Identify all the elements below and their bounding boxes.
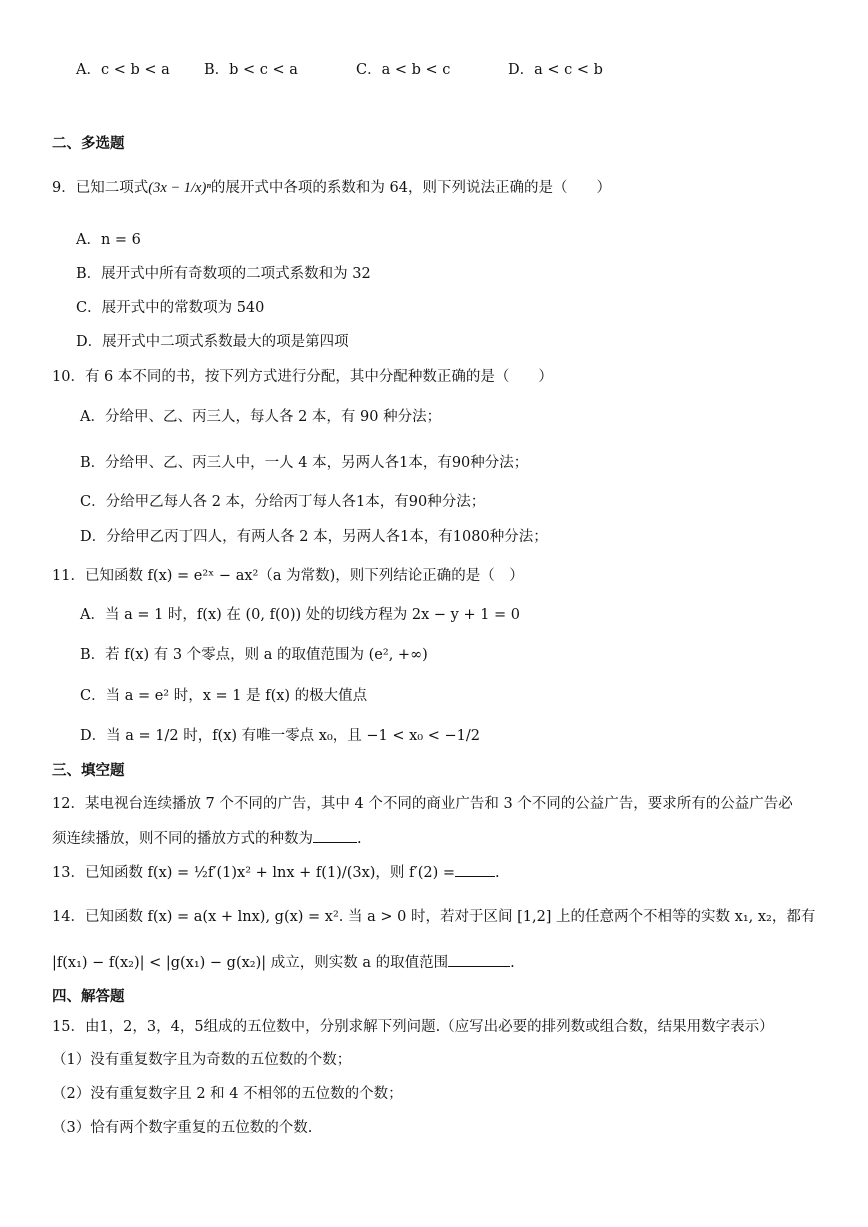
q8-option-b: B．b < c < a — [204, 62, 298, 78]
q10-stem: 10．有 6 本不同的书，按下列方式进行分配，其中分配种数正确的是（ ） — [52, 369, 553, 385]
q10-option-d: D．分给甲乙丙丁四人，有两人各 2 本，另两人各1本，有1080种分法； — [80, 529, 548, 545]
q10-option-a: A．分给甲、乙、丙三人，每人各 2 本，有 90 种分法； — [80, 409, 442, 425]
q8-option-d: D．a < c < b — [508, 62, 603, 78]
q15-part1: （1）没有重复数字且为奇数的五位数的个数； — [52, 1052, 352, 1068]
section-title-multi-choice: 二、多选题 — [52, 136, 125, 152]
q13-answer-blank[interactable] — [455, 862, 495, 877]
q11-stem: 11．已知函数 f(x) = e²ˣ − ax²（a 为常数)，则下列结论正确的是（ ） — [52, 568, 524, 584]
section-title-solutions: 四、解答题 — [52, 989, 125, 1005]
q9-option-c: C．展开式中的常数项为 540 — [76, 300, 265, 316]
q12-end: . — [357, 831, 362, 847]
q10-option-b: B．分给甲、乙、丙三人中，一人 4 本，另两人各1本，有90种分法； — [80, 455, 529, 471]
q8-option-c: C．a < b < c — [356, 62, 451, 78]
q14-line2-text: |f(x₁) − f(x₂)| < |g(x₁) − g(x₂)| 成立，则实数 a 的取值范围 — [52, 955, 449, 971]
q11-option-b: B．若 f(x) 有 3 个零点，则 a 的取值范围为 (e², +∞) — [80, 647, 428, 663]
section-title-fill-blank: 三、填空题 — [52, 763, 125, 779]
q13-stem: 13．已知函数 f(x) = ½f′(1)x² + lnx + f(1)/(3x)，则 f′(2) = — [52, 865, 455, 881]
q10-option-c: C．分给甲乙每人各 2 本，分给丙丁每人各1本，有90种分法； — [80, 494, 486, 510]
q12-line2 — [52, 828, 362, 849]
q9-option-a: A．n = 6 — [76, 232, 141, 248]
q13-end: . — [495, 865, 500, 881]
q9-option-d: D．展开式中二项式系数最大的项是第四项 — [76, 334, 349, 350]
q9-stem-expr: (3x − 1/x)ⁿ — [148, 180, 211, 196]
q15-part3: （3）恰有两个数字重复的五位数的个数. — [52, 1120, 313, 1136]
q15-part2: （2）没有重复数字且 2 和 4 不相邻的五位数的个数； — [52, 1086, 403, 1102]
q12-line1: 12．某电视台连续播放 7 个不同的广告，其中 4 个不同的商业广告和 3 个不同的公益广告，要求所有的公益广告必 — [52, 796, 793, 812]
q9-stem — [52, 178, 611, 198]
q11-option-c: C．当 a = e² 时，x = 1 是 f(x) 的极大值点 — [80, 688, 368, 704]
q12-line2-text: 须连续播放，则不同的播放方式的种数为 — [52, 831, 313, 847]
q9-stem-post: 的展开式中各项的系数和为 64，则下列说法正确的是（ ） — [210, 180, 611, 196]
q14-end: . — [510, 955, 515, 971]
q15-stem: 15．由1，2，3，4，5组成的五位数中，分别求解下列问题.（应写出必要的排列数或组合数，结果用数字表示） — [52, 1019, 774, 1035]
q12-answer-blank[interactable] — [313, 828, 357, 843]
q14-line1: 14．已知函数 f(x) = a(x + lnx), g(x) = x². 当 a > 0 时，若对于区间 [1,2] 上的任意两个不相等的实数 x₁, x₂，都有 — [52, 909, 816, 925]
q8-option-a: A．c < b < a — [76, 62, 170, 78]
q13-line — [52, 862, 500, 883]
q14-answer-blank[interactable] — [448, 952, 510, 967]
q11-option-a: A．当 a = 1 时，f(x) 在 (0, f(0)) 处的切线方程为 2x − y + 1 = 0 — [80, 607, 521, 623]
q14-line2 — [52, 952, 515, 973]
q11-option-d: D．当 a = 1/2 时，f(x) 有唯一零点 x₀，且 −1 < x₀ < −1/2 — [80, 728, 480, 744]
q9-option-b: B．展开式中所有奇数项的二项式系数和为 32 — [76, 266, 371, 282]
q9-stem-pre: 9．已知二项式 — [52, 180, 149, 196]
